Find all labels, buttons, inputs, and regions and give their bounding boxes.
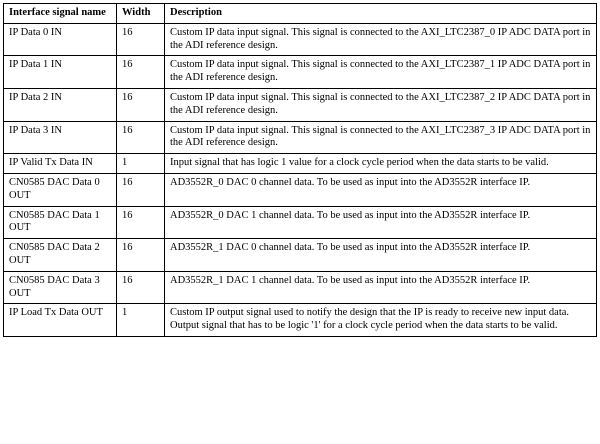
table-row — [4, 173, 597, 206]
cell-description: Custom IP data input signal. This signal is connected to the AXI_LTC2387_1 IP ADC DATA port in the ADI reference design. — [165, 56, 597, 89]
cell-description: Input signal that has logic 1 value for a clock cycle period when the data starts to be valid. — [165, 154, 597, 174]
table-row — [4, 239, 597, 272]
cell-signal-name: CN0585 DAC Data 0 OUT — [4, 173, 117, 206]
cell-signal-name: IP Valid Tx Data IN — [4, 154, 117, 174]
cell-width: 16 — [117, 88, 165, 121]
cell-signal-name: IP Data 1 IN — [4, 56, 117, 89]
column-header-interface-signal-name: Interface signal name — [4, 4, 117, 24]
cell-signal-name: IP Data 0 IN — [4, 23, 117, 56]
column-header-description: Description — [165, 4, 597, 24]
cell-width: 1 — [117, 154, 165, 174]
table-row — [4, 56, 597, 89]
cell-description: AD3552R_1 DAC 0 channel data. To be used as input into the AD3552R interface IP. — [165, 239, 597, 272]
cell-width: 16 — [117, 56, 165, 89]
table-row — [4, 154, 597, 174]
interface-signal-table — [3, 3, 597, 337]
cell-width: 16 — [117, 121, 165, 154]
cell-width: 16 — [117, 271, 165, 304]
table-row — [4, 23, 597, 56]
cell-description: Custom IP data input signal. This signal is connected to the AXI_LTC2387_0 IP ADC DATA port in the ADI reference design. — [165, 23, 597, 56]
cell-description: Custom IP data input signal. This signal is connected to the AXI_LTC2387_3 IP ADC DATA port in the ADI reference design. — [165, 121, 597, 154]
cell-width: 16 — [117, 23, 165, 56]
cell-signal-name: IP Data 3 IN — [4, 121, 117, 154]
cell-signal-name: CN0585 DAC Data 1 OUT — [4, 206, 117, 239]
cell-signal-name: CN0585 DAC Data 3 OUT — [4, 271, 117, 304]
cell-signal-name: IP Data 2 IN — [4, 88, 117, 121]
table-header-row — [4, 4, 597, 24]
cell-width: 1 — [117, 304, 165, 337]
cell-description: AD3552R_0 DAC 0 channel data. To be used as input into the AD3552R interface IP. — [165, 173, 597, 206]
table-body — [4, 23, 597, 336]
table-row — [4, 121, 597, 154]
cell-width: 16 — [117, 173, 165, 206]
cell-description: AD3552R_0 DAC 1 channel data. To be used as input into the AD3552R interface IP. — [165, 206, 597, 239]
cell-description: AD3552R_1 DAC 1 channel data. To be used as input into the AD3552R interface IP. — [165, 271, 597, 304]
table-row — [4, 304, 597, 337]
cell-description: Custom IP data input signal. This signal is connected to the AXI_LTC2387_2 IP ADC DATA port in the ADI reference design. — [165, 88, 597, 121]
table-row — [4, 88, 597, 121]
cell-signal-name: CN0585 DAC Data 2 OUT — [4, 239, 117, 272]
column-header-width: Width — [117, 4, 165, 24]
cell-signal-name: IP Load Tx Data OUT — [4, 304, 117, 337]
table-row — [4, 206, 597, 239]
cell-description: Custom IP output signal used to notify the design that the IP is ready to receive new input data. Output signal that has to be logic '1' for a clock cycle period when the data starts to be valid. — [165, 304, 597, 337]
cell-width: 16 — [117, 206, 165, 239]
table-row — [4, 271, 597, 304]
cell-width: 16 — [117, 239, 165, 272]
